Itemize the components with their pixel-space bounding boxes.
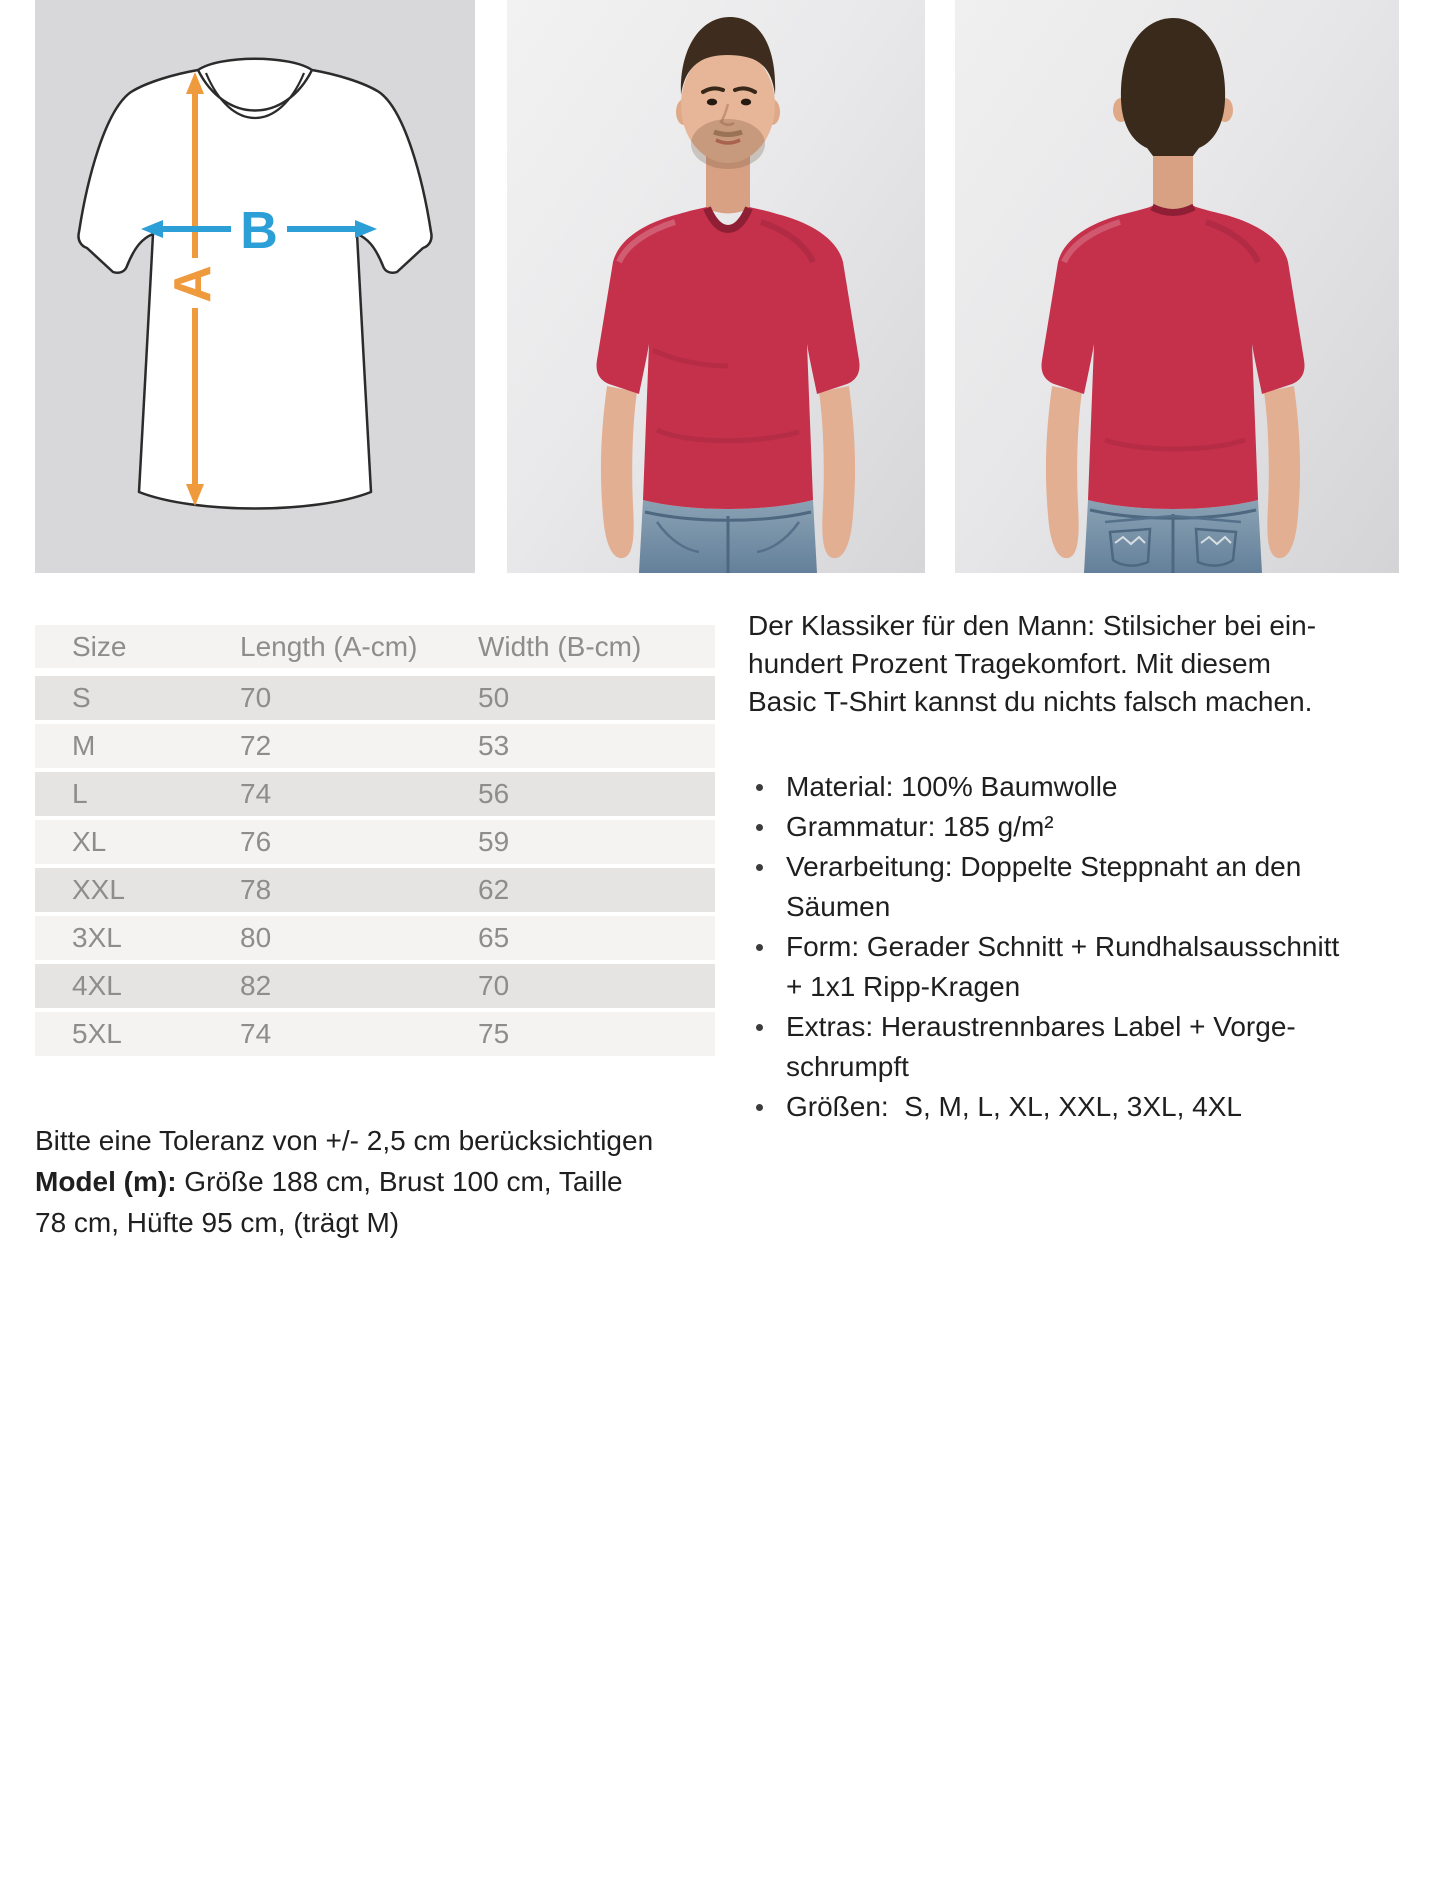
size-cell: 3XL [72, 922, 122, 953]
size-cell: L [72, 778, 88, 809]
length-cell: 72 [240, 730, 272, 761]
length-cell: 70 [240, 682, 272, 713]
size-cell: S [72, 682, 91, 713]
width-cell: 70 [478, 970, 510, 1001]
width-cell: 50 [478, 682, 510, 713]
size-diagram-panel [35, 0, 475, 573]
width-cell: 56 [478, 778, 510, 809]
size-cell: M [72, 730, 96, 761]
table-row [35, 724, 715, 768]
model-info-line1: Model (m): Größe 188 cm, Brust 100 cm, Taille [35, 1166, 623, 1197]
list-item: Extras: Heraustrennbares Label + Vorge- schrumpft [748, 1007, 1438, 1087]
list-item: Größen: S, M, L, XL, XXL, 3XL, 4XL [748, 1087, 1438, 1127]
length-cell: 76 [240, 826, 272, 857]
back-head [1113, 18, 1233, 156]
size-table-header [35, 625, 715, 668]
bullet-icon [748, 807, 786, 831]
tolerance-note [35, 1120, 695, 1243]
table-row [35, 868, 715, 912]
bullet-icon [748, 767, 786, 791]
label-b: B [240, 202, 278, 260]
red-tshirt-front [597, 207, 860, 509]
model-info-line2: 78 cm, Hüfte 95 cm, (trägt M) [35, 1207, 400, 1238]
red-tshirt-back [1042, 206, 1305, 509]
model-label: Model (m): [35, 1166, 177, 1197]
length-cell: 74 [240, 1018, 272, 1049]
bullet-icon [748, 1087, 786, 1111]
product-description [748, 607, 1438, 1127]
label-a: A [164, 265, 222, 303]
length-cell: 80 [240, 922, 272, 953]
table-row [35, 820, 715, 864]
bullet-icon [748, 927, 786, 951]
list-item: Form: Gerader Schnitt + Rundhalsausschnitt + 1x1 Ripp-Kragen [748, 927, 1438, 1007]
model-back-illustration [955, 0, 1399, 573]
size-cell: XL [72, 826, 107, 857]
model-front-illustration [507, 0, 925, 573]
width-cell: 62 [478, 874, 510, 905]
table-row [35, 964, 715, 1008]
length-cell: 74 [240, 778, 272, 809]
size-cell: XXL [72, 874, 125, 905]
length-cell: 82 [240, 970, 272, 1001]
size-table [35, 625, 715, 1060]
col-header-width: Width (B-cm) [478, 630, 642, 662]
size-cell: 4XL [72, 970, 122, 1001]
model-back-photo [955, 0, 1399, 573]
list-item: Material: 100% Baumwolle [748, 767, 1438, 807]
tshirt-measure-diagram [35, 0, 475, 573]
table-row [35, 1012, 715, 1056]
width-cell: 65 [478, 922, 510, 953]
list-item: Verarbeitung: Doppelte Steppnaht an den Säumen [748, 847, 1438, 927]
table-row [35, 916, 715, 960]
model-front-photo [507, 0, 925, 573]
width-cell: 75 [478, 1018, 510, 1049]
size-cell: 5XL [72, 1018, 122, 1049]
bullet-icon [748, 847, 786, 871]
width-cell: 59 [478, 826, 510, 857]
tshirt-outline [78, 59, 431, 509]
length-cell: 78 [240, 874, 272, 905]
feature-list [748, 767, 1438, 1127]
width-cell: 53 [478, 730, 510, 761]
bullet-icon [748, 1007, 786, 1031]
col-header-length: Length (A-cm) [240, 630, 418, 662]
list-item: Grammatur: 185 g/m² [748, 807, 1438, 847]
col-header-size: Size [72, 630, 127, 662]
table-row [35, 676, 715, 720]
table-row [35, 772, 715, 816]
front-head [676, 17, 780, 169]
tolerance-text: Bitte eine Toleranz von +/- 2,5 cm berücksichtigen [35, 1125, 654, 1156]
description-intro: Der Klassiker für den Mann: Stilsicher bei ein- hundert Prozent Tragekomfort. Mit diesem Basic T-Shirt kannst du nichts falsch machen. [748, 610, 1317, 717]
